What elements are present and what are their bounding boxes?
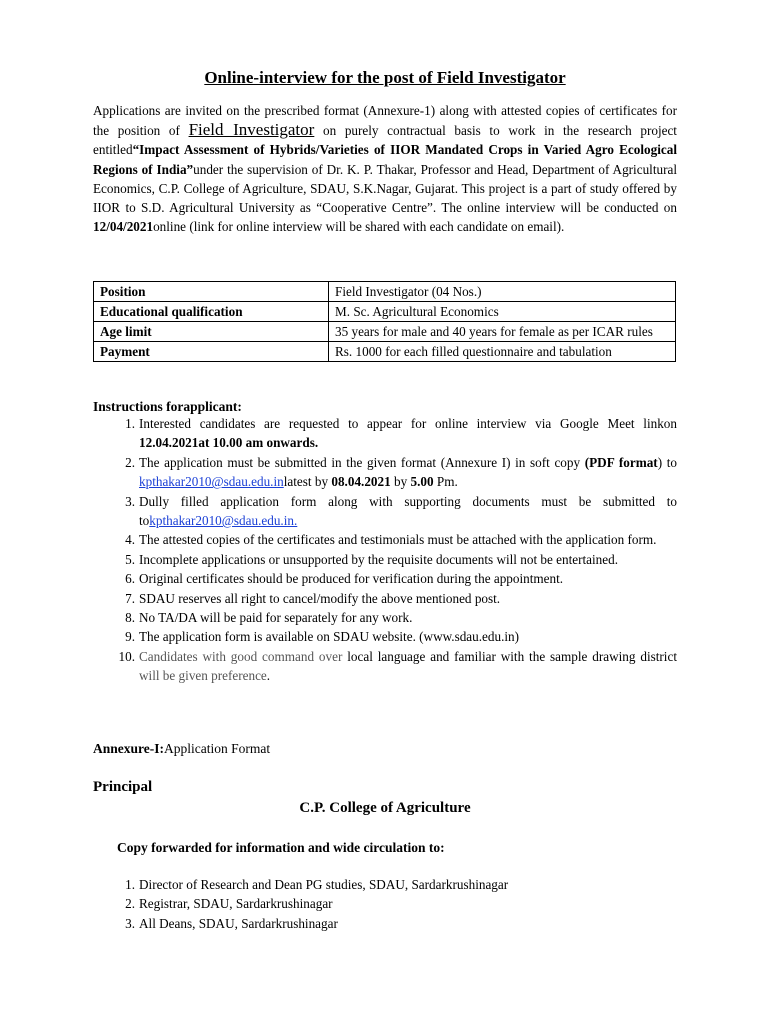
list-number: 4. (125, 532, 135, 548)
position-details-table (93, 281, 676, 362)
list-text-grey: will be given preference (139, 668, 267, 684)
annexure-text: Application Format (164, 741, 271, 756)
table-value: Field Investigator (04 Nos.) (329, 282, 676, 302)
intro-text-4: online (link for online interview will be shared with each candidate on email). (153, 219, 565, 235)
deadline-time: 5.00 (410, 474, 434, 490)
list-text: The application must be submitted in the given format (Annexure I) in soft copy (139, 454, 585, 470)
list-text: ) to (657, 454, 677, 470)
list-item (93, 530, 677, 549)
list-item (93, 875, 508, 894)
table-value: M. Sc. Agricultural Economics (329, 302, 676, 322)
project-title: “Impact Assessment of Hybrids/Varieties of IIOR Mandated Crops in Varied Agro Ecological Regions of India” (93, 142, 677, 177)
list-number: 2. (125, 454, 135, 470)
college-name: C.P. College of Agriculture (299, 800, 471, 816)
list-item (93, 627, 677, 646)
list-text: No TA/DA will be paid for separately for any work. (139, 610, 413, 626)
list-text: SDAU reserves all right to cancel/modify the above mentioned post. (139, 590, 501, 606)
list-item (93, 647, 677, 686)
list-item (93, 914, 508, 933)
list-item (93, 608, 677, 627)
list-number: 5. (125, 551, 135, 567)
list-number: 1. (125, 416, 135, 431)
table-row (94, 342, 676, 362)
list-number: 3. (125, 915, 135, 931)
table-key: Age limit (94, 322, 329, 342)
annexure-label: Annexure-I: (93, 741, 165, 756)
list-text: The application form is available on SDAU website. (www.sdau.edu.in) (139, 629, 520, 645)
list-text: . (266, 668, 271, 684)
pdf-format: (PDF format (584, 454, 658, 470)
list-text: Registrar, SDAU, Sardarkrushinagar (139, 896, 333, 912)
list-text: local language and familiar with the sample drawing district (342, 648, 677, 664)
list-item (93, 550, 677, 569)
list-text: latest by (283, 474, 332, 490)
list-item (93, 569, 677, 588)
table-value: 35 years for male and 40 years for female as per ICAR rules (329, 322, 676, 342)
list-text: All Deans, SDAU, Sardarkrushinagar (139, 915, 338, 931)
list-number: 10. (118, 648, 135, 664)
intro-text-2: on purely contractual basis to work in the research project entitled (93, 123, 677, 158)
intro-text-3: under the supervision of Dr. K. P. Thakar, Professor and Head, Department of Agricultural Economics, C.P. College of Agriculture, SDAU, S.K.Nagar, Gujarat. This project is a part of study offered by IIOR to S.D. Agricultural University as “Cooperative Centre”. The online interview will be conducted on (93, 161, 678, 216)
list-item (93, 894, 508, 913)
email-link[interactable]: kpthakar2010@sdau.edu.in. (149, 513, 298, 529)
table-row (94, 322, 676, 342)
position-name: Field Investigator (188, 120, 315, 140)
intro-paragraph (93, 101, 677, 236)
list-number: 3. (125, 493, 135, 509)
annexure-line (93, 741, 270, 757)
list-text: Original certificates should be produced for verification during the appointment. (139, 571, 564, 587)
page-title: Online-interview for the post of Field Investigator (204, 68, 566, 87)
table-row (94, 302, 676, 322)
list-item (93, 589, 677, 608)
list-item (93, 492, 677, 531)
interview-datetime: 12.04.2021at 10.00 am onwards. (139, 435, 319, 451)
list-number: 2. (125, 896, 135, 912)
deadline-date: 08.04.2021 (331, 474, 391, 490)
list-item (93, 414, 677, 453)
interview-date: 12/04/2021 (93, 219, 154, 235)
list-text-grey: Candidates with good command over (139, 648, 343, 664)
list-number: 7. (125, 590, 135, 606)
list-text: Incomplete applications or unsupported by the requisite documents will not be entertained. (139, 551, 619, 567)
instructions-list (93, 414, 677, 686)
intro-text-1: Applications are invited on the prescribed format (Annexure-1) along with attested copies of certificates for the position of (93, 103, 677, 139)
list-text: Interested candidates are requested to appear for online interview via Google Meet linkon (139, 416, 677, 431)
instructions-heading: Instructions forapplicant: (93, 399, 242, 414)
table-key: Educational qualification (94, 302, 329, 322)
list-text: Dully filled application form along with supporting documents must be submitted to to (139, 493, 677, 529)
table-row (94, 282, 676, 302)
list-number: 6. (125, 571, 135, 587)
table-key: Position (94, 282, 329, 302)
list-number: 1. (125, 877, 135, 892)
list-number: 8. (125, 610, 135, 626)
email-link[interactable]: kpthakar2010@sdau.edu.in (139, 474, 284, 490)
table-value: Rs. 1000 for each filled questionnaire and tabulation (329, 342, 676, 362)
list-number: 9. (125, 629, 135, 645)
list-text: The attested copies of the certificates and testimonials must be attached with the application form. (139, 532, 657, 548)
signatory-title: Principal (93, 779, 153, 795)
table-key: Payment (94, 342, 329, 362)
list-text: by (390, 474, 411, 490)
copy-recipients-list (93, 875, 508, 933)
list-text: Pm. (433, 474, 458, 490)
copy-forwarded-heading: Copy forwarded for information and wide circulation to: (117, 840, 445, 855)
list-text: Director of Research and Dean PG studies, SDAU, Sardarkrushinagar (139, 877, 509, 892)
list-item (93, 453, 677, 492)
